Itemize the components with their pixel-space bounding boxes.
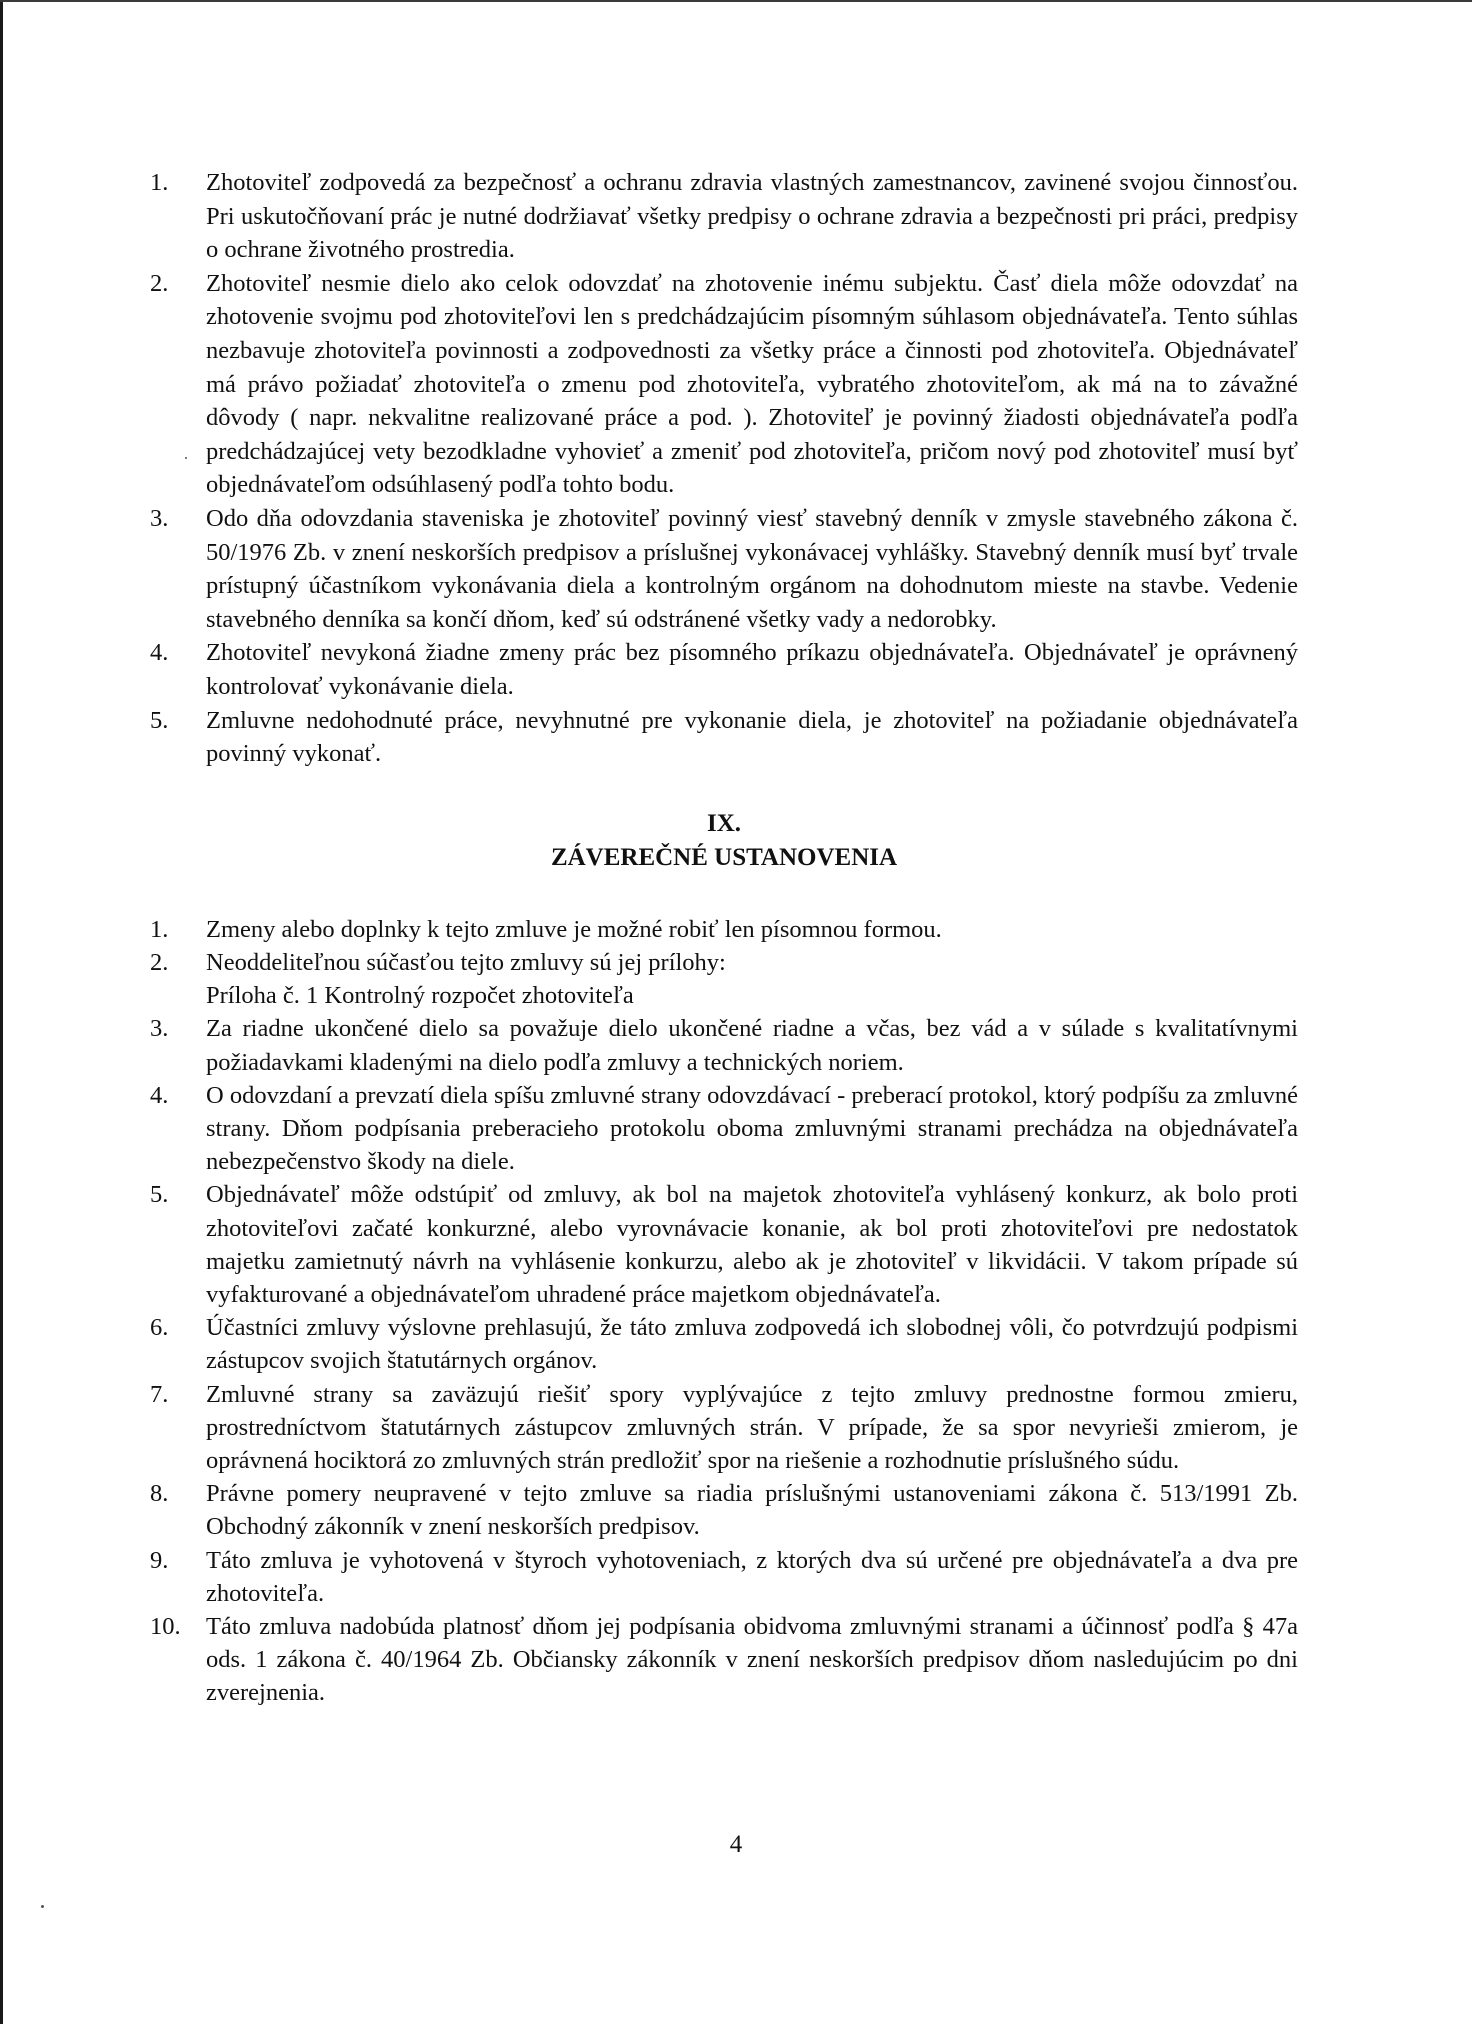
item-number: 2. bbox=[150, 948, 169, 976]
document-page bbox=[150, 166, 1298, 1710]
scan-speck bbox=[41, 1905, 44, 1908]
item-number: 10. bbox=[150, 1612, 181, 1640]
section-ix-list bbox=[150, 913, 1298, 1710]
item-number: 4. bbox=[150, 639, 169, 667]
item-number: 5. bbox=[150, 706, 169, 734]
item-text: Odo dňa odovzdania staveniska je zhotoviteľ povinný viesť stavebný denník v zmysle stavebného zákona č. 50/1976 Zb. v znení neskorších predpisov a príslušnej vykonávacej vyhlášky. Stavebný denník musí byť trvale prístupný účastníkom vykonávania diela a kontrolným orgánom na dohodnutom mieste na stavbe. Vedenie stavebného denníka sa končí dňom, keď sú odstránené všetky vady a nedorobky. bbox=[206, 504, 1298, 633]
item-text: Táto zmluva je vyhotovená v štyroch vyhotoveniach, z ktorých dva sú určené pre objednávateľa a dva pre zhotoviteľa. bbox=[206, 1546, 1298, 1607]
item-text: Táto zmluva nadobúda platnosť dňom jej podpísania obidvoma zmluvnými stranami a účinnosť podľa § 47a ods. 1 zákona č. 40/1964 Zb. Občiansky zákonník v znení neskorších predpisov dňom nasledujúcim po dni zverejnenia. bbox=[206, 1612, 1298, 1707]
section-heading bbox=[150, 807, 1298, 875]
list-item bbox=[150, 1610, 1298, 1710]
scan-edge-left bbox=[0, 0, 3, 2024]
item-text: Objednávateľ môže odstúpiť od zmluvy, ak bol na majetok zhotoviteľa vyhlásený konkurz, ak bolo proti zhotoviteľovi začaté konkurzné, alebo vyrovnávacie konanie, ak bol proti zhotoviteľovi pre nedostatok majetku zamietnutý návrh na vyhlásenie konkurzu, alebo ak je zhotoviteľ v likvidácii. V takom prípade sú vyfakturované a objednávateľom uhradené práce majetkom objednávateľa. bbox=[206, 1181, 1298, 1308]
item-number: 6. bbox=[150, 1314, 169, 1342]
item-text: Zmluvné strany sa zaväzujú riešiť spory vyplývajúce z tejto zmluvy prednostne formou zmieru, prostredníctvom štatutárnych zástupcov zmluvných strán. V prípade, že sa spor nevyrieši zmierom, je oprávnená hociktorá zo zmluvných strán predložiť spor na riešenie a rozhodnutie príslušného súdu. bbox=[206, 1380, 1298, 1474]
scan-edge-top bbox=[0, 0, 1472, 2]
list-item bbox=[150, 1378, 1298, 1478]
item-text: Neoddeliteľnou súčasťou tejto zmluvy sú jej prílohy: bbox=[206, 948, 726, 976]
item-text: Zhotoviteľ nesmie dielo ako celok odovzdať na zhotovenie inému subjektu. Časť diela môže odovzdať na zhotovenie svojmu pod zhotoviteľovi len s predchádzajúcim písomným súhlasom objednávateľa. Tento súhlas nezbavuje zhotoviteľa povinnosti a zodpovednosti za všetky práce a činnosti pod zhotoviteľa. Objednávateľ má právo požiadať zhotoviteľa o zmenu pod zhotoviteľa, vybratého zhotoviteľom, ak má na to závažné dôvody ( napr. nekvalitne realizované práce a pod. ). Zhotoviteľ je povinný žiadosti objednávateľa podľa predchádzajúcej vety bezodkladne vyhovieť a zmeniť pod zhotoviteľa, pričom nový pod zhotoviteľ musí byť objednávateľom odsúhlasený podľa tohto bodu. bbox=[206, 269, 1298, 499]
list-item bbox=[150, 1079, 1298, 1179]
list-item bbox=[150, 946, 1298, 1012]
item-text: Právne pomery neupravené v tejto zmluve sa riadia príslušnými ustanoveniami zákona č. 513/1991 Zb. Obchodný zákonník v znení neskorších predpisov. bbox=[206, 1480, 1298, 1541]
item-number: 8. bbox=[150, 1480, 169, 1508]
item-number: 3. bbox=[150, 1015, 169, 1043]
item-number: 1. bbox=[150, 915, 169, 943]
item-number: 1. bbox=[150, 169, 169, 196]
item-number: 9. bbox=[150, 1546, 169, 1574]
list-item bbox=[150, 267, 1298, 502]
item-text: O odovzdaní a prevzatí diela spíšu zmluvné strany odovzdávací - preberací protokol, ktorý podpíšu za zmluvné strany. Dňom podpísania preberacieho protokolu oboma zmluvnými stranami prechádza na objednávateľa nebezpečenstvo škody na diele. bbox=[206, 1081, 1298, 1176]
list-item bbox=[150, 1477, 1298, 1543]
item-number: 2. bbox=[150, 269, 169, 297]
list-item bbox=[150, 166, 1298, 267]
item-number: 7. bbox=[150, 1380, 169, 1408]
item-number: 4. bbox=[150, 1081, 169, 1109]
list-item bbox=[150, 1544, 1298, 1610]
list-item bbox=[150, 636, 1298, 703]
attachment-line: Príloha č. 1 Kontrolný rozpočet zhotoviteľa bbox=[206, 982, 634, 1010]
item-text: Zhotoviteľ zodpovedá za bezpečnosť a ochranu zdravia vlastných zamestnancov, zavinené svojou činnosťou. Pri uskutočňovaní prác je nutné dodržiavať všetky predpisy o ochrane zdravia a bezpečnosti pri práci, predpisy o ochrane životného prostredia. bbox=[206, 169, 1298, 264]
list-item bbox=[150, 704, 1298, 771]
list-item bbox=[150, 1012, 1298, 1078]
list-item bbox=[150, 1178, 1298, 1311]
list-item bbox=[150, 502, 1298, 636]
section-title: ZÁVEREČNÉ USTANOVENIA bbox=[550, 843, 898, 871]
item-number: 3. bbox=[150, 504, 169, 532]
page-number: 4 bbox=[729, 1831, 743, 1858]
item-text: Zhotoviteľ nevykoná žiadne zmeny prác bez písomného príkazu objednávateľa. Objednávateľ je oprávnený kontrolovať vykonávanie diela. bbox=[206, 639, 1298, 700]
section-number: IX. bbox=[706, 809, 742, 837]
item-text: Účastníci zmluvy výslovne prehlasujú, že táto zmluva zodpovedá ich slobodnej vôli, čo potvrdzujú podpismi zástupcov svojich štatutárnych orgánov. bbox=[206, 1314, 1298, 1375]
item-text: Zmluvne nedohodnuté práce, nevyhnutné pre vykonanie diela, je zhotoviteľ na požiadanie objednávateľa povinný vykonať. bbox=[206, 706, 1298, 768]
item-number: 5. bbox=[150, 1181, 169, 1209]
list-item bbox=[150, 913, 1298, 946]
item-text: Zmeny alebo doplnky k tejto zmluve je možné robiť len písomnou formou. bbox=[206, 915, 942, 943]
item-text: Za riadne ukončené dielo sa považuje dielo ukončené riadne a včas, bez vád a v súlade s kvalitatívnymi požiadavkami kladenými na dielo podľa zmluvy a technických noriem. bbox=[206, 1015, 1298, 1076]
list-item bbox=[150, 1311, 1298, 1377]
section-viii-list bbox=[150, 166, 1298, 771]
